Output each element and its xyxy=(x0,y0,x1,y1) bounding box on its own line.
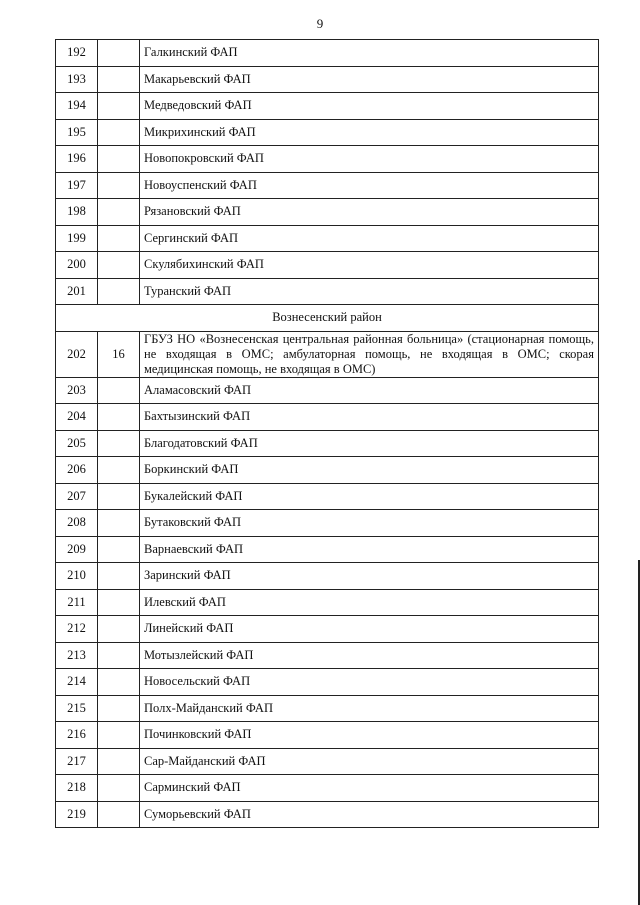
row-number: 204 xyxy=(56,404,98,431)
row-number: 211 xyxy=(56,589,98,616)
institution-name: Новоуспенский ФАП xyxy=(140,172,599,199)
table-row xyxy=(56,331,599,377)
table-row xyxy=(56,695,599,722)
rows-before-section xyxy=(56,40,599,305)
row-number: 208 xyxy=(56,510,98,537)
institution-code xyxy=(98,589,140,616)
institution-name: Букалейский ФАП xyxy=(140,483,599,510)
institution-code xyxy=(98,252,140,279)
institution-code xyxy=(98,748,140,775)
section-row xyxy=(56,305,599,332)
row-number: 193 xyxy=(56,66,98,93)
row-number: 210 xyxy=(56,563,98,590)
institution-code xyxy=(98,775,140,802)
row-number: 198 xyxy=(56,199,98,226)
institution-code xyxy=(98,40,140,67)
table-row xyxy=(56,801,599,828)
institution-name: Галкинский ФАП xyxy=(140,40,599,67)
institution-code xyxy=(98,225,140,252)
institution-code xyxy=(98,616,140,643)
institution-name: Сарминский ФАП xyxy=(140,775,599,802)
registry-table xyxy=(55,39,599,828)
table-row xyxy=(56,430,599,457)
institution-name: Медведовский ФАП xyxy=(140,93,599,120)
institution-code xyxy=(98,172,140,199)
row-number: 202 xyxy=(56,331,98,377)
institution-name: Благодатовский ФАП xyxy=(140,430,599,457)
institution-name: Новосельский ФАП xyxy=(140,669,599,696)
institution-code xyxy=(98,722,140,749)
institution-code xyxy=(98,510,140,537)
institution-name: Рязановский ФАП xyxy=(140,199,599,226)
institution-code xyxy=(98,695,140,722)
institution-code xyxy=(98,119,140,146)
table-row xyxy=(56,377,599,404)
row-number: 216 xyxy=(56,722,98,749)
institution-name: Суморьевский ФАП xyxy=(140,801,599,828)
institution-code xyxy=(98,404,140,431)
institution-name: Бахтызинский ФАП xyxy=(140,404,599,431)
institution-name: Туранский ФАП xyxy=(140,278,599,305)
table-row xyxy=(56,278,599,305)
institution-name: Починковский ФАП xyxy=(140,722,599,749)
row-number: 199 xyxy=(56,225,98,252)
institution-name: Сергинский ФАП xyxy=(140,225,599,252)
institution-name: Илевский ФАП xyxy=(140,589,599,616)
institution-name: Микрихинский ФАП xyxy=(140,119,599,146)
rows-after-section xyxy=(56,377,599,828)
institution-code xyxy=(98,278,140,305)
row-number: 215 xyxy=(56,695,98,722)
section-title: Вознесенский район xyxy=(56,305,599,332)
institution-code xyxy=(98,66,140,93)
institution-code: 16 xyxy=(98,331,140,377)
row-number: 201 xyxy=(56,278,98,305)
table-row xyxy=(56,40,599,67)
table-row xyxy=(56,93,599,120)
institution-code xyxy=(98,563,140,590)
institution-code xyxy=(98,669,140,696)
table-row xyxy=(56,172,599,199)
institution-name: Полх-Майданский ФАП xyxy=(140,695,599,722)
table-row xyxy=(56,616,599,643)
institution-name: Аламасовский ФАП xyxy=(140,377,599,404)
institution-name: Заринский ФАП xyxy=(140,563,599,590)
table-row xyxy=(56,252,599,279)
institution-code xyxy=(98,199,140,226)
table-row xyxy=(56,146,599,173)
row-number: 219 xyxy=(56,801,98,828)
section-header xyxy=(56,305,599,378)
row-number: 207 xyxy=(56,483,98,510)
table-row xyxy=(56,119,599,146)
row-number: 195 xyxy=(56,119,98,146)
table-row xyxy=(56,536,599,563)
institution-name: Бутаковский ФАП xyxy=(140,510,599,537)
row-number: 203 xyxy=(56,377,98,404)
institution-code xyxy=(98,536,140,563)
table-row xyxy=(56,404,599,431)
row-number: 217 xyxy=(56,748,98,775)
institution-name: ГБУЗ НО «Вознесенская центральная районная больница» (стационарная помощь, не входящая в ОМС; амбулаторная помощь, не входящая в ОМС; скорая медицинская помощь, не входящая в ОМС) xyxy=(140,331,599,377)
table-row xyxy=(56,642,599,669)
table-row xyxy=(56,563,599,590)
institution-code xyxy=(98,642,140,669)
row-number: 194 xyxy=(56,93,98,120)
row-number: 206 xyxy=(56,457,98,484)
institution-name: Боркинский ФАП xyxy=(140,457,599,484)
row-number: 192 xyxy=(56,40,98,67)
row-number: 200 xyxy=(56,252,98,279)
table-row xyxy=(56,457,599,484)
table-row xyxy=(56,66,599,93)
table-row xyxy=(56,510,599,537)
institution-code xyxy=(98,483,140,510)
row-number: 197 xyxy=(56,172,98,199)
table-row xyxy=(56,669,599,696)
institution-code xyxy=(98,430,140,457)
institution-code xyxy=(98,377,140,404)
row-number: 218 xyxy=(56,775,98,802)
row-number: 213 xyxy=(56,642,98,669)
table-row xyxy=(56,589,599,616)
institution-name: Линейский ФАП xyxy=(140,616,599,643)
institution-name: Сар-Майданский ФАП xyxy=(140,748,599,775)
institution-name: Скулябихинский ФАП xyxy=(140,252,599,279)
table-row xyxy=(56,199,599,226)
institution-code xyxy=(98,146,140,173)
table-row xyxy=(56,748,599,775)
institution-code xyxy=(98,93,140,120)
table-row xyxy=(56,225,599,252)
row-number: 196 xyxy=(56,146,98,173)
institution-name: Мотызлейский ФАП xyxy=(140,642,599,669)
row-number: 209 xyxy=(56,536,98,563)
table-row xyxy=(56,722,599,749)
row-number: 212 xyxy=(56,616,98,643)
row-number: 214 xyxy=(56,669,98,696)
table-row xyxy=(56,483,599,510)
institution-code xyxy=(98,457,140,484)
page-number: 9 xyxy=(316,16,324,31)
table-row xyxy=(56,775,599,802)
institution-name: Макарьевский ФАП xyxy=(140,66,599,93)
institution-name: Новопокровский ФАП xyxy=(140,146,599,173)
institution-code xyxy=(98,801,140,828)
row-number: 205 xyxy=(56,430,98,457)
institution-name: Варнаевский ФАП xyxy=(140,536,599,563)
